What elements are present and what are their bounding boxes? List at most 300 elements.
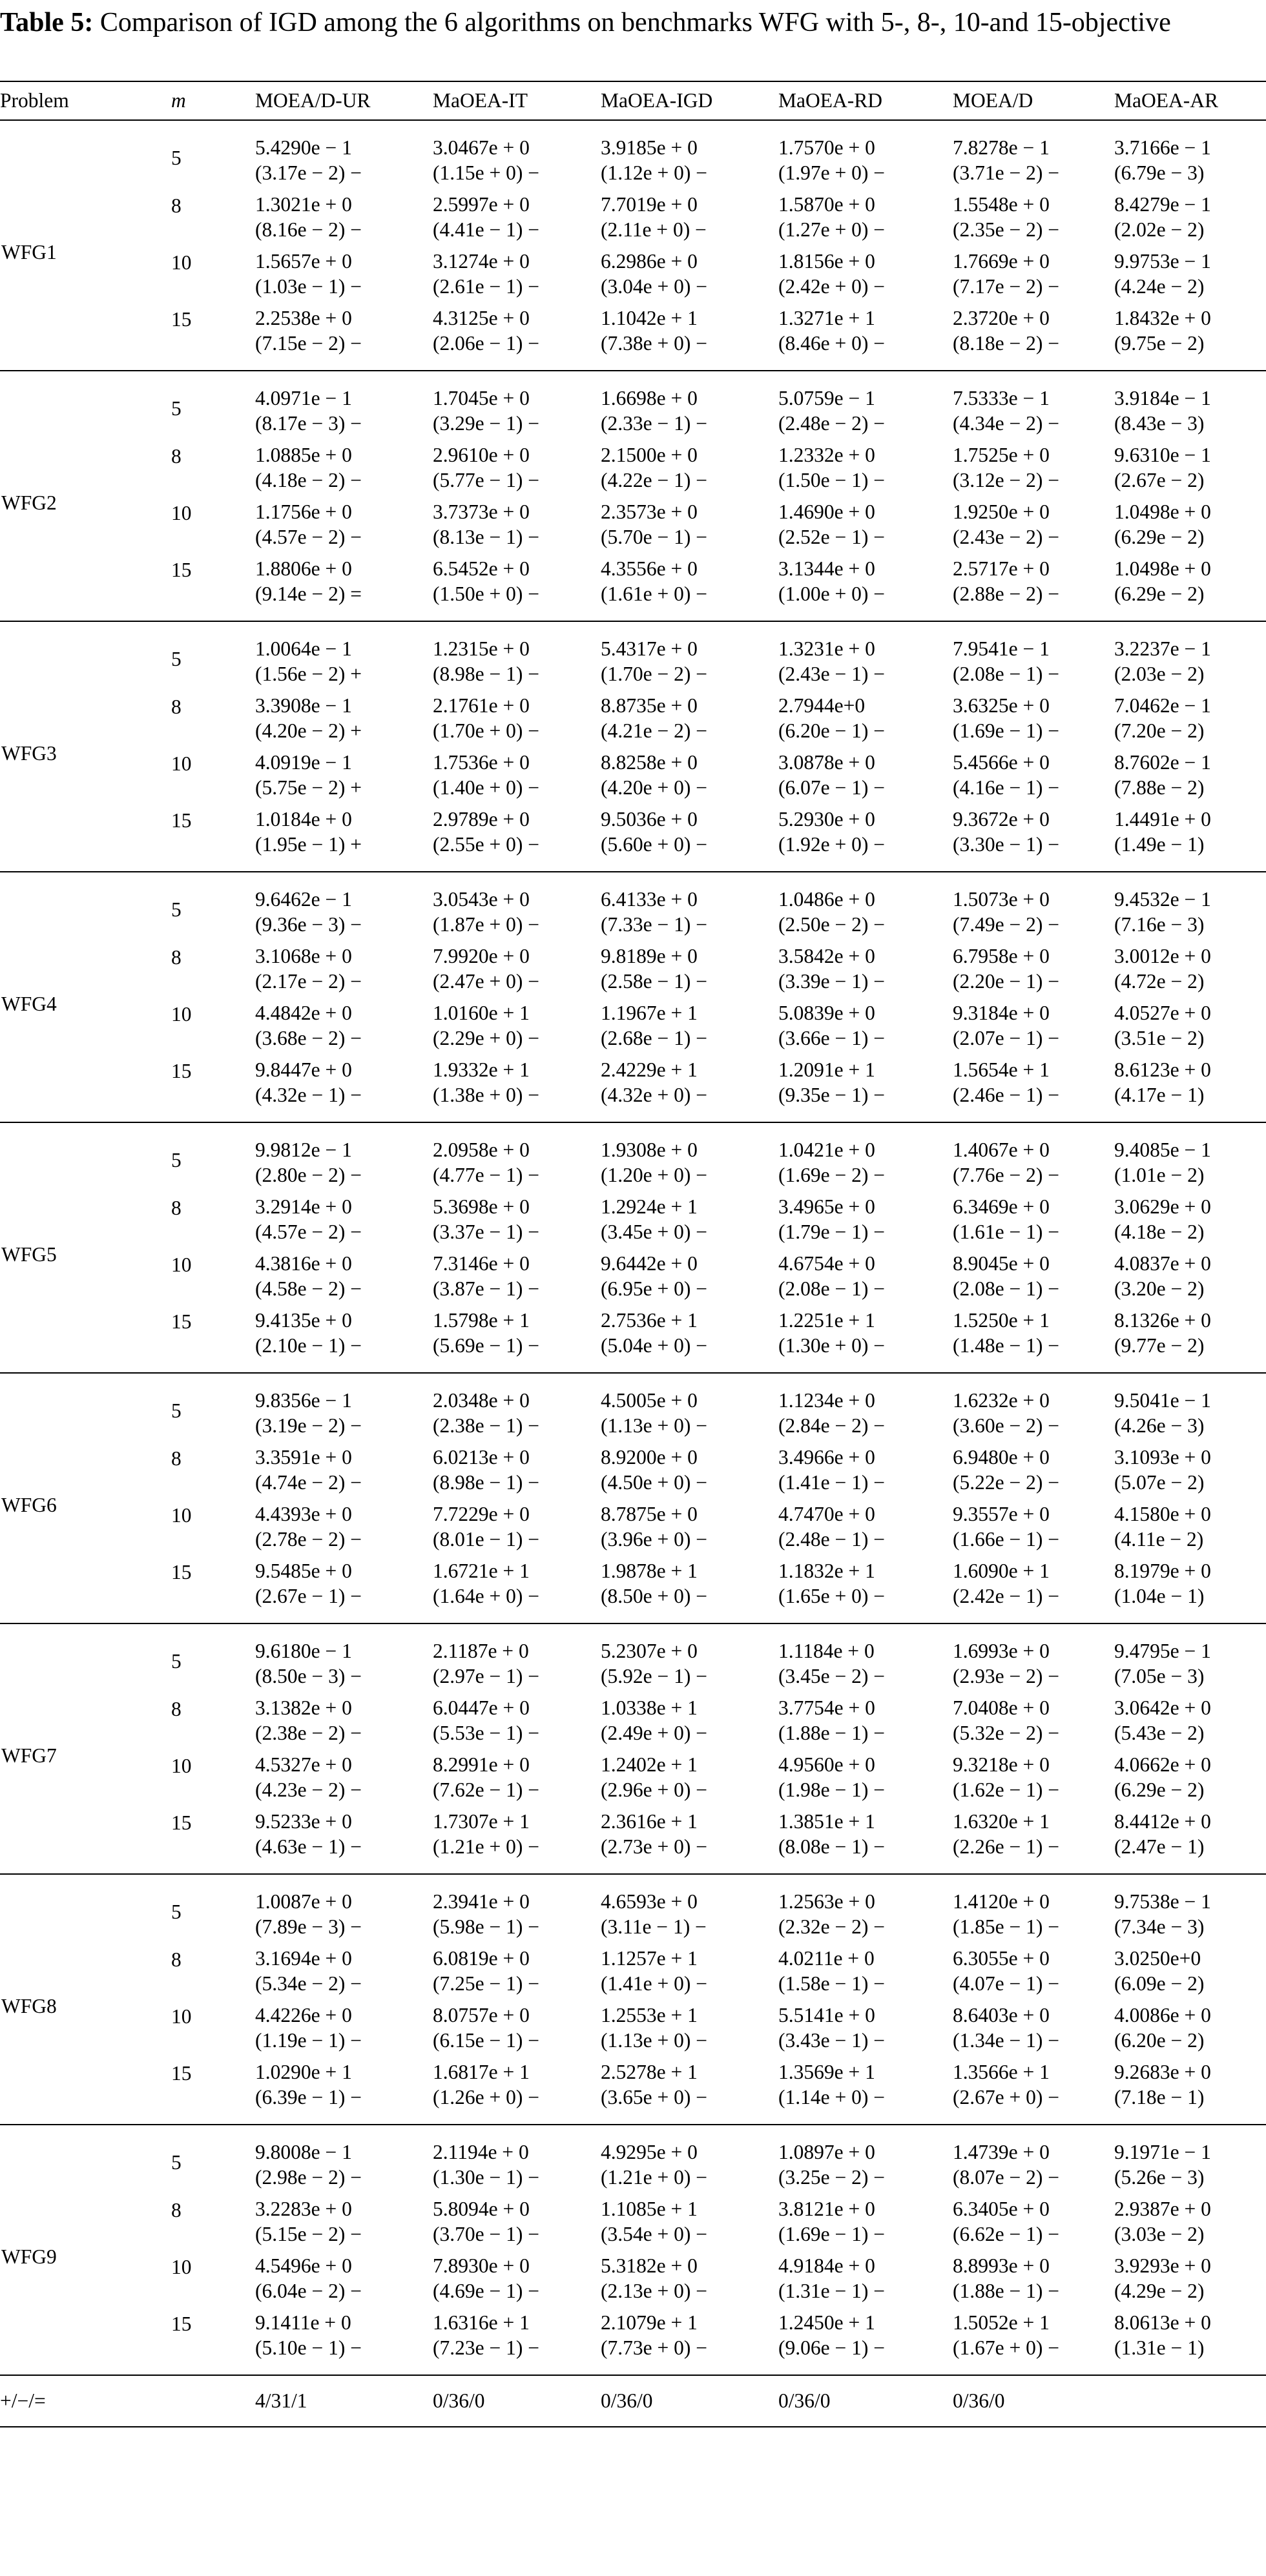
igd-std: (4.18e − 2) −	[255, 469, 362, 491]
igd-std: (1.56e − 2) +	[255, 663, 362, 685]
igd-mean: 3.5842e + 0	[778, 945, 875, 967]
result-cell	[255, 2125, 433, 2191]
igd-mean: 9.9812e − 1	[255, 1139, 352, 1161]
igd-std: (3.66e − 1) −	[778, 1027, 885, 1049]
igd-mean: 8.1326e + 0	[1114, 1309, 1211, 1332]
igd-mean: 1.3566e + 1	[953, 2061, 1050, 2083]
igd-std: (1.19e − 1) −	[255, 2029, 362, 2052]
igd-mean: 1.3851e + 1	[778, 1810, 875, 1833]
igd-std: (3.96e + 0) −	[601, 1528, 707, 1551]
result-cell	[1114, 187, 1266, 243]
result-cell	[1114, 2191, 1266, 2248]
igd-std: (2.67e − 1) −	[255, 1585, 362, 1607]
summary-value: 0/36/0	[433, 2375, 601, 2427]
igd-mean: 1.1085e + 1	[601, 2198, 698, 2220]
result-cell	[255, 1941, 433, 1997]
summary-value	[1114, 2375, 1266, 2427]
igd-mean: 1.6817e + 1	[433, 2061, 530, 2083]
igd-std: (1.50e − 1) −	[778, 469, 885, 491]
igd-mean: 4.0662e + 0	[1114, 1753, 1211, 1776]
igd-std: (4.74e − 2) −	[255, 1471, 362, 1494]
igd-mean: 6.9480e + 0	[953, 1446, 1050, 1468]
result-cell	[433, 745, 601, 801]
result-cell	[433, 1052, 601, 1122]
igd-std: (4.20e + 0) −	[601, 776, 707, 799]
igd-mean: 3.0543e + 0	[433, 888, 530, 911]
igd-mean: 3.0467e + 0	[433, 136, 530, 159]
igd-std: (4.72e − 2)	[1114, 970, 1205, 993]
problem-name: WFG9	[1, 2245, 57, 2268]
objective-count: 5	[171, 397, 182, 420]
igd-std: (2.20e − 1) −	[953, 970, 1059, 993]
igd-std: (5.04e + 0) −	[601, 1334, 707, 1357]
igd-mean: 5.4290e − 1	[255, 136, 352, 159]
result-cell	[255, 801, 433, 872]
problem-group-wfg4	[0, 872, 1266, 1122]
igd-mean: 6.0213e + 0	[433, 1446, 530, 1468]
igd-std: (3.45e − 2) −	[778, 1665, 885, 1687]
objective-count: 15	[171, 2062, 192, 2085]
igd-std: (5.77e − 1) −	[433, 469, 539, 491]
result-cell	[433, 938, 601, 995]
objective-count: 8	[171, 946, 182, 969]
igd-mean: 8.8993e + 0	[953, 2254, 1050, 2277]
igd-std: (1.41e − 1) −	[778, 1471, 885, 1494]
igd-std: (2.10e − 1) −	[255, 1334, 362, 1357]
igd-std: (3.43e − 1) −	[778, 2029, 885, 2052]
result-cell	[953, 1439, 1114, 1496]
summary-value: 0/36/0	[953, 2375, 1114, 2427]
result-cell	[778, 371, 953, 437]
igd-std: (3.51e − 2)	[1114, 1027, 1205, 1049]
objective-count: 5	[171, 1399, 182, 1422]
result-cell	[778, 551, 953, 621]
table-row	[0, 1623, 1266, 1690]
igd-mean: 1.4739e + 0	[953, 2141, 1050, 2163]
igd-mean: 3.4965e + 0	[778, 1195, 875, 1218]
result-cell	[778, 688, 953, 745]
result-cell	[1114, 1804, 1266, 1874]
igd-mean: 1.7669e + 0	[953, 250, 1050, 273]
igd-std: (1.40e + 0) −	[433, 776, 539, 799]
igd-mean: 3.2237e − 1	[1114, 637, 1211, 660]
result-cell	[953, 872, 1114, 938]
igd-std: (3.68e − 2) −	[255, 1027, 362, 1049]
igd-std: (1.87e + 0) −	[433, 913, 539, 936]
igd-mean: 5.8094e + 0	[433, 2198, 530, 2220]
result-cell	[953, 2305, 1114, 2375]
igd-std: (2.49e + 0) −	[601, 1722, 707, 1744]
result-cell	[601, 1553, 778, 1623]
igd-std: (1.27e + 0) −	[778, 218, 885, 241]
igd-mean: 1.5548e + 0	[953, 193, 1050, 216]
igd-std: (2.47e + 0) −	[433, 970, 539, 993]
result-cell	[601, 1747, 778, 1804]
igd-std: (2.67e − 2)	[1114, 469, 1205, 491]
igd-mean: 8.2991e + 0	[433, 1753, 530, 1776]
igd-std: (9.36e − 3) −	[255, 913, 362, 936]
table-row	[0, 801, 1266, 872]
igd-std: (1.67e + 0) −	[953, 2336, 1059, 2359]
igd-std: (6.29e − 2)	[1114, 582, 1205, 605]
result-cell	[953, 1690, 1114, 1747]
result-cell	[433, 621, 601, 688]
table-row	[0, 551, 1266, 621]
igd-std: (1.70e + 0) −	[433, 719, 539, 742]
igd-mean: 1.0338e + 1	[601, 1696, 698, 1719]
igd-std: (4.07e − 1) −	[953, 1972, 1059, 1995]
igd-mean: 9.6462e − 1	[255, 888, 352, 911]
igd-mean: 1.0087e + 0	[255, 1890, 352, 1913]
igd-std: (7.25e − 1) −	[433, 1972, 539, 1995]
igd-std: (4.17e − 1)	[1114, 1084, 1205, 1106]
igd-std: (1.04e − 1)	[1114, 1585, 1205, 1607]
result-cell	[601, 1941, 778, 1997]
igd-std: (1.95e − 1) +	[255, 833, 362, 856]
igd-mean: 9.3672e + 0	[953, 808, 1050, 830]
igd-mean: 2.1761e + 0	[433, 694, 530, 717]
result-cell	[255, 551, 433, 621]
igd-mean: 4.0086e + 0	[1114, 2004, 1211, 2026]
igd-std: (1.88e − 1) −	[953, 2280, 1059, 2302]
result-cell	[953, 2125, 1114, 2191]
igd-std: (7.62e − 1) −	[433, 1778, 539, 1801]
result-cell	[255, 1189, 433, 1246]
igd-mean: 3.9293e + 0	[1114, 2254, 1211, 2277]
result-cell	[778, 938, 953, 995]
igd-std: (2.07e − 1) −	[953, 1027, 1059, 1049]
igd-std: (1.26e + 0) −	[433, 2086, 539, 2108]
result-cell	[778, 2054, 953, 2125]
igd-mean: 3.9184e − 1	[1114, 387, 1211, 409]
igd-mean: 4.7470e + 0	[778, 1503, 875, 1525]
result-cell	[255, 745, 433, 801]
result-cell	[778, 1690, 953, 1747]
objective-count: 8	[171, 1948, 182, 1971]
igd-std: (2.03e − 2)	[1114, 663, 1205, 685]
igd-mean: 5.0839e + 0	[778, 1002, 875, 1024]
igd-std: (2.47e − 1)	[1114, 1835, 1205, 1858]
result-cell	[601, 551, 778, 621]
igd-std: (1.41e + 0) −	[601, 1972, 707, 1995]
table-header	[0, 81, 1266, 120]
igd-std: (6.20e − 1) −	[778, 719, 885, 742]
igd-mean: 7.8278e − 1	[953, 136, 1050, 159]
table-row	[0, 1874, 1266, 1941]
igd-std: (5.15e − 2) −	[255, 2223, 362, 2245]
result-cell	[255, 1623, 433, 1690]
result-cell	[1114, 1690, 1266, 1747]
igd-std: (3.39e − 1) −	[778, 970, 885, 993]
igd-mean: 3.0878e + 0	[778, 751, 875, 774]
igd-mean: 9.2683e + 0	[1114, 2061, 1211, 2083]
result-cell	[953, 371, 1114, 437]
result-cell	[255, 494, 433, 551]
table-row	[0, 995, 1266, 1052]
problem-group-wfg5	[0, 1122, 1266, 1373]
result-cell	[255, 2054, 433, 2125]
igd-mean: 2.7944e+0	[778, 694, 866, 717]
table-row	[0, 1496, 1266, 1553]
result-cell	[778, 120, 953, 187]
result-cell	[953, 1496, 1114, 1553]
result-cell	[255, 2305, 433, 2375]
result-cell	[1114, 1373, 1266, 1439]
igd-std: (3.25e − 2) −	[778, 2166, 885, 2189]
igd-mean: 4.9295e + 0	[601, 2141, 698, 2163]
igd-mean: 9.5041e − 1	[1114, 1389, 1211, 1412]
igd-mean: 4.6593e + 0	[601, 1890, 698, 1913]
igd-mean: 6.3405e + 0	[953, 2198, 1050, 2220]
result-cell	[778, 801, 953, 872]
result-cell	[255, 1439, 433, 1496]
igd-mean: 9.5485e + 0	[255, 1560, 352, 1582]
igd-mean: 8.9200e + 0	[601, 1446, 698, 1468]
result-cell	[1114, 551, 1266, 621]
igd-std: (5.92e − 1) −	[601, 1665, 707, 1687]
igd-std: (2.29e + 0) −	[433, 1027, 539, 1049]
result-cell	[1114, 1553, 1266, 1623]
result-cell	[778, 1496, 953, 1553]
igd-mean: 8.0613e + 0	[1114, 2311, 1211, 2334]
igd-std: (3.30e − 1) −	[953, 833, 1059, 856]
igd-mean: 3.0250e+0	[1114, 1947, 1201, 1970]
result-cell	[953, 437, 1114, 494]
igd-mean: 7.0462e − 1	[1114, 694, 1211, 717]
igd-mean: 2.3573e + 0	[601, 500, 698, 523]
igd-std: (6.15e − 1) −	[433, 2029, 539, 2052]
igd-mean: 1.2924e + 1	[601, 1195, 698, 1218]
igd-mean: 9.6180e − 1	[255, 1640, 352, 1662]
igd-mean: 6.3469e + 0	[953, 1195, 1050, 1218]
objective-count: 15	[171, 1561, 192, 1583]
igd-std: (5.53e − 1) −	[433, 1722, 539, 1744]
result-cell	[953, 938, 1114, 995]
igd-std: (4.32e − 1) −	[255, 1084, 362, 1106]
igd-mean: 4.5327e + 0	[255, 1753, 352, 1776]
igd-mean: 9.5233e + 0	[255, 1810, 352, 1833]
table-row	[0, 1373, 1266, 1439]
igd-mean: 1.4690e + 0	[778, 500, 875, 523]
igd-std: (6.20e − 2)	[1114, 2029, 1205, 2052]
result-cell	[953, 1246, 1114, 1303]
result-cell	[601, 1804, 778, 1874]
igd-mean: 3.7373e + 0	[433, 500, 530, 523]
igd-mean: 1.7525e + 0	[953, 444, 1050, 466]
igd-mean: 7.3146e + 0	[433, 1252, 530, 1275]
result-cell	[1114, 745, 1266, 801]
objective-count: 5	[171, 898, 182, 921]
igd-mean: 4.0971e − 1	[255, 387, 352, 409]
igd-std: (1.70e − 2) −	[601, 663, 707, 685]
igd-std: (7.18e − 1)	[1114, 2086, 1205, 2108]
igd-std: (2.52e − 1) −	[778, 526, 885, 548]
objective-count: 15	[171, 1310, 192, 1333]
igd-std: (2.48e − 1) −	[778, 1528, 885, 1551]
igd-mean: 8.7875e + 0	[601, 1503, 698, 1525]
igd-std: (2.42e + 0) −	[778, 275, 885, 298]
igd-std: (2.88e − 2) −	[953, 582, 1059, 605]
igd-mean: 2.1500e + 0	[601, 444, 698, 466]
result-cell	[953, 1553, 1114, 1623]
table-row	[0, 1804, 1266, 1874]
result-cell	[1114, 1122, 1266, 1189]
problem-name: WFG1	[1, 241, 57, 263]
table-row	[0, 1303, 1266, 1373]
igd-mean: 1.8432e + 0	[1114, 307, 1211, 329]
result-cell	[433, 120, 601, 187]
table-row	[0, 621, 1266, 688]
result-cell	[778, 1373, 953, 1439]
result-cell	[1114, 1189, 1266, 1246]
igd-std: (1.79e − 1) −	[778, 1221, 885, 1243]
objective-count: 5	[171, 648, 182, 670]
igd-mean: 6.4133e + 0	[601, 888, 698, 911]
result-cell	[601, 300, 778, 371]
objective-count: 15	[171, 1811, 192, 1834]
result-cell	[1114, 1303, 1266, 1373]
igd-std: (7.20e − 2)	[1114, 719, 1205, 742]
problem-name: WFG2	[1, 491, 57, 514]
result-cell	[778, 1747, 953, 1804]
igd-mean: 1.1234e + 0	[778, 1389, 875, 1412]
igd-std: (5.60e + 0) −	[601, 833, 707, 856]
igd-std: (2.67e + 0) −	[953, 2086, 1059, 2108]
result-cell	[953, 551, 1114, 621]
result-cell	[601, 243, 778, 300]
result-cell	[255, 243, 433, 300]
igd-std: (4.23e − 2) −	[255, 1778, 362, 1801]
table-row	[0, 300, 1266, 371]
igd-std: (7.76e − 2) −	[953, 1164, 1059, 1186]
igd-mean: 1.6698e + 0	[601, 387, 698, 409]
igd-mean: 1.1184e + 0	[778, 1640, 875, 1662]
igd-mean: 7.9541e − 1	[953, 637, 1050, 660]
igd-std: (3.54e + 0) −	[601, 2223, 707, 2245]
result-cell	[433, 1874, 601, 1941]
summary-value: 4/31/1	[255, 2375, 433, 2427]
igd-mean: 1.3231e + 0	[778, 637, 875, 660]
igd-std: (2.96e + 0) −	[601, 1778, 707, 1801]
igd-std: (4.16e − 1) −	[953, 776, 1059, 799]
result-cell	[601, 1373, 778, 1439]
result-cell	[953, 1122, 1114, 1189]
igd-std: (4.20e − 2) +	[255, 719, 362, 742]
igd-std: (3.37e − 1) −	[433, 1221, 539, 1243]
igd-std: (2.97e − 1) −	[433, 1665, 539, 1687]
igd-mean: 5.2930e + 0	[778, 808, 875, 830]
result-cell	[778, 1553, 953, 1623]
igd-mean: 4.5005e + 0	[601, 1389, 698, 1412]
igd-std: (9.35e − 1) −	[778, 1084, 885, 1106]
result-cell	[433, 1747, 601, 1804]
result-cell	[433, 494, 601, 551]
igd-std: (8.50e − 3) −	[255, 1665, 362, 1687]
igd-std: (2.08e − 1) −	[953, 1277, 1059, 1300]
igd-std: (3.71e − 2) −	[953, 161, 1059, 184]
igd-mean: 8.6403e + 0	[953, 2004, 1050, 2026]
igd-std: (2.35e − 2) −	[953, 218, 1059, 241]
problem-group-wfg8	[0, 1874, 1266, 2125]
result-cell	[601, 2191, 778, 2248]
igd-std: (1.69e − 2) −	[778, 1164, 885, 1186]
igd-mean: 3.7166e − 1	[1114, 136, 1211, 159]
result-cell	[601, 1052, 778, 1122]
igd-std: (1.20e + 0) −	[601, 1164, 707, 1186]
igd-std: (1.15e + 0) −	[433, 161, 539, 184]
igd-mean: 2.1079e + 1	[601, 2311, 698, 2334]
result-cell	[255, 1303, 433, 1373]
igd-mean: 8.4279e − 1	[1114, 193, 1211, 216]
igd-mean: 9.7538e − 1	[1114, 1890, 1211, 1913]
igd-mean: 4.0919e − 1	[255, 751, 352, 774]
igd-std: (5.10e − 1) −	[255, 2336, 362, 2359]
table-row	[0, 2125, 1266, 2191]
objective-count: 8	[171, 1698, 182, 1720]
igd-mean: 2.0348e + 0	[433, 1389, 530, 1412]
igd-mean: 8.4412e + 0	[1114, 1810, 1211, 1833]
igd-mean: 7.8930e + 0	[433, 2254, 530, 2277]
igd-std: (1.61e − 1) −	[953, 1221, 1059, 1243]
igd-mean: 1.6232e + 0	[953, 1389, 1050, 1412]
summary-label: +/−/=	[0, 2375, 255, 2427]
igd-std: (2.46e − 1) −	[953, 1084, 1059, 1106]
result-cell	[1114, 437, 1266, 494]
igd-std: (3.70e − 1) −	[433, 2223, 539, 2245]
result-cell	[601, 494, 778, 551]
table-row	[0, 1997, 1266, 2054]
igd-mean: 1.2251e + 1	[778, 1309, 875, 1332]
igd-mean: 4.3125e + 0	[433, 307, 530, 329]
result-cell	[433, 187, 601, 243]
igd-std: (8.07e − 2) −	[953, 2166, 1059, 2189]
result-cell	[1114, 2248, 1266, 2305]
result-cell	[433, 1804, 601, 1874]
result-cell	[433, 1997, 601, 2054]
igd-std: (1.61e + 0) −	[601, 582, 707, 605]
igd-mean: 2.9610e + 0	[433, 444, 530, 466]
igd-mean: 2.5278e + 1	[601, 2061, 698, 2083]
result-cell	[953, 494, 1114, 551]
igd-std: (7.05e − 3)	[1114, 1665, 1205, 1687]
result-cell	[601, 688, 778, 745]
objective-count: 10	[171, 502, 192, 524]
igd-std: (6.04e − 2) −	[255, 2280, 362, 2302]
result-cell	[433, 1439, 601, 1496]
igd-std: (6.09e − 2)	[1114, 1972, 1205, 1995]
table-row	[0, 938, 1266, 995]
igd-std: (8.98e − 1) −	[433, 663, 539, 685]
result-cell	[433, 1623, 601, 1690]
igd-std: (7.38e + 0) −	[601, 332, 707, 355]
table-row	[0, 2248, 1266, 2305]
igd-mean: 1.4491e + 0	[1114, 808, 1211, 830]
igd-mean: 1.0064e − 1	[255, 637, 352, 660]
result-cell	[1114, 872, 1266, 938]
igd-mean: 1.5250e + 1	[953, 1309, 1050, 1332]
igd-mean: 2.9387e + 0	[1114, 2198, 1211, 2220]
igd-mean: 3.4966e + 0	[778, 1446, 875, 1468]
result-cell	[601, 995, 778, 1052]
igd-std: (3.11e − 1) −	[601, 1915, 707, 1938]
result-cell	[433, 1496, 601, 1553]
result-cell	[255, 120, 433, 187]
result-cell	[778, 995, 953, 1052]
table-row	[0, 1439, 1266, 1496]
result-cell	[601, 801, 778, 872]
result-cell	[1114, 1874, 1266, 1941]
table-row	[0, 1052, 1266, 1122]
